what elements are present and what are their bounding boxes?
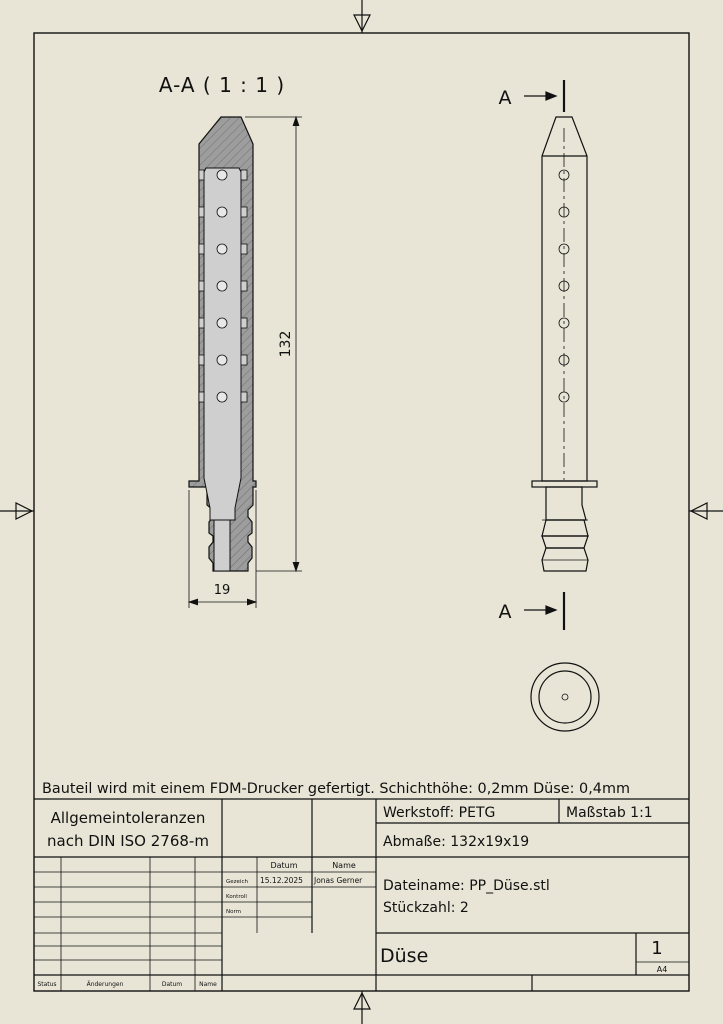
dimension-width-label: 19 [213, 583, 231, 598]
sheet-number: 1 [651, 938, 663, 959]
scale-field: Maßstab 1:1 [566, 805, 653, 821]
size-field: Abmaße: 132x19x19 [383, 834, 530, 850]
title-block [34, 799, 689, 991]
row-gezeich-label: Gezeich [226, 879, 248, 885]
section-marker-top [524, 92, 556, 100]
rev-status-header: Status [37, 981, 57, 988]
filename-field: Dateiname: PP_Düse.stl [383, 878, 550, 894]
section-marker-top-label: A [498, 87, 512, 109]
quantity-field: Stückzahl: 2 [383, 900, 469, 916]
section-view-title: A-A ( 1 : 1 ) [158, 73, 286, 97]
section-marker-bottom [524, 606, 556, 614]
col-name-header: Name [332, 861, 356, 870]
drawn-date: 15.12.2025 [260, 876, 303, 885]
row-norm-label: Norm [226, 909, 242, 915]
part-name: Düse [380, 945, 429, 967]
dimension-length-label: 132 [278, 330, 294, 358]
rev-date-header: Datum [161, 981, 183, 988]
col-datum-header: Datum [270, 861, 298, 870]
material-field: Werkstoff: PETG [383, 805, 496, 821]
section-marker-bottom-label: A [498, 601, 512, 623]
rev-name-header: Name [199, 981, 217, 988]
drawn-by: Jonas Gerner [314, 876, 363, 885]
rev-changes-header: Änderungen [86, 981, 124, 988]
bottom-view [531, 663, 599, 731]
section-view [189, 117, 256, 571]
manufacturing-note: Bauteil wird mit einem FDM-Drucker gefertigt. Schichthöhe: 0,2mm Düse: 0,4mm [42, 781, 630, 797]
tolerance-line-2: nach DIN ISO 2768-m [47, 832, 209, 850]
tolerance-line-1: Allgemeintoleranzen [50, 809, 206, 827]
side-view [532, 80, 597, 630]
row-kontroll-label: Kontroll [226, 894, 247, 900]
sheet-format: A4 [656, 965, 668, 974]
